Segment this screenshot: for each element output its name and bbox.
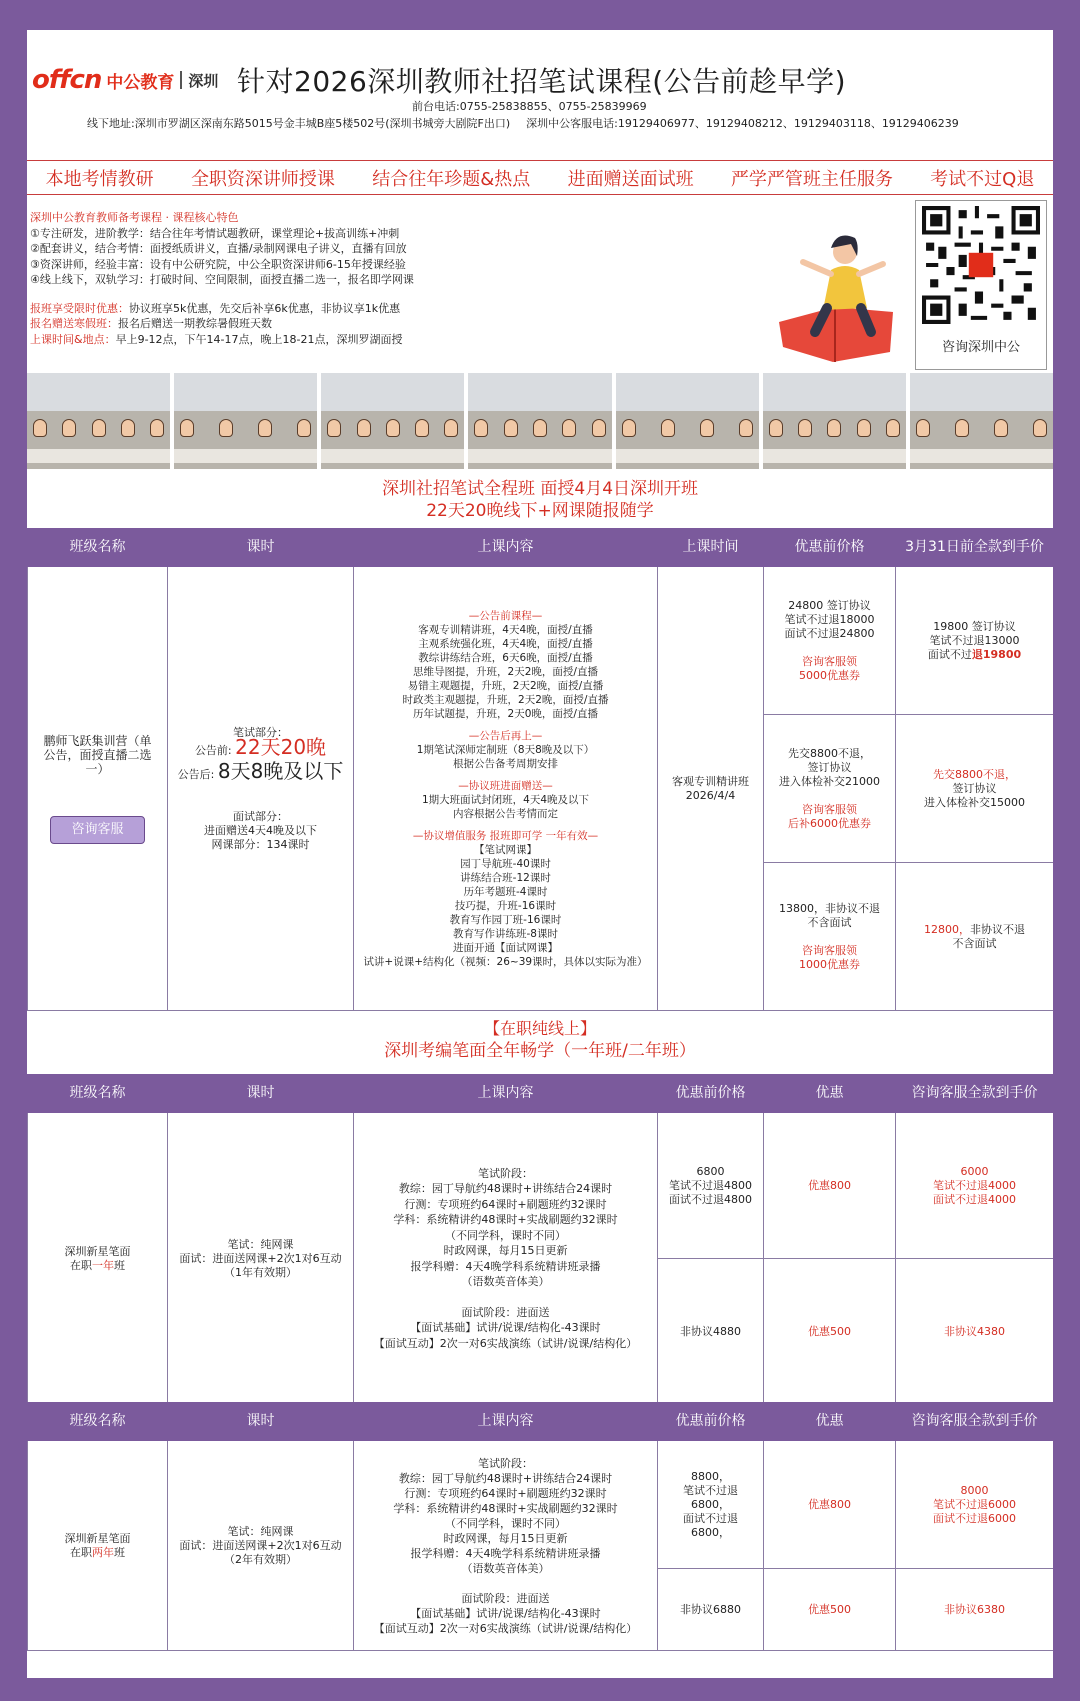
features-heading: 深圳中公教育教师备考课程 · 课程核心特色 xyxy=(30,211,239,224)
bottom-border xyxy=(0,1678,1026,1701)
final-price-cell: 先交8800不退， 签订协议 进入体检补交15000 xyxy=(896,715,1054,863)
hours-cell: 笔试：纯网课 面试：进面送网课+2次1对6互动 （2年有效期） xyxy=(168,1441,354,1651)
feature-point: ①专注研发，进阶教学：结合往年考情试题教研，课堂理论+拔高训练+冲刺 xyxy=(30,226,400,240)
address-line: 线下地址:深圳市罗湖区深南东路5015号金丰城B座5楼502号(深圳书城旁大剧院F出口) 深圳中公客服电话:19129406977、19129408212、19129403118、19129406239 xyxy=(87,117,959,130)
class-name-cell: 深圳新星笔面 在职两年班 xyxy=(28,1441,168,1651)
classroom-photo xyxy=(321,373,464,469)
banner-online: 【在职纯线上】 深圳考编笔面全年畅学（一年班/二年班） xyxy=(384,1019,696,1061)
top-border xyxy=(0,0,1026,30)
final-price-cell: 6000 笔试不过退4000 面试不过退4000 xyxy=(896,1113,1054,1259)
poster-header xyxy=(27,30,1053,158)
price-cell: 24800 签订协议 笔试不过退18000 面试不过退24800 咨询客服领 5000优惠券 xyxy=(764,567,896,715)
qr-caption: 咨询深圳中公 xyxy=(941,340,1020,355)
classroom-photo xyxy=(616,373,759,469)
feature-bar xyxy=(27,160,1053,195)
content-cell: 笔试阶段： 教综：园丁导航约48课时+讲练结合24课时 行测：专项班约64课时+刷题班约32课时 学科：系统精讲约48课时+实战刷题约32课时 （不同学科，课时不同） 时政网课，每月15日更新 报学科赠：4天4晚学科系统精讲班录播 （语数英音体美） 面试阶段：进面送 【面试基础】试讲/说课/结构化-43课时 【面试互动】2次一对6实战演练（试讲/说课/结构化） xyxy=(354,1441,658,1651)
class-name-cell: 鹏师飞跃集训营（单公告，面授直播二选一） 咨询客服 xyxy=(28,567,168,1011)
discount-cell: 优惠800 xyxy=(764,1113,896,1259)
feature-point: ②配套讲义，结合考情：面授纸质讲义，直播/录制网课电子讲义，直播有回放 xyxy=(30,242,407,255)
classroom-photos xyxy=(27,373,1053,469)
price-cell: 8800， 笔试不过退 6800， 面试不过退 6800， xyxy=(658,1441,764,1569)
course-table-1: 班级名称 课时 上课内容 上课时间 优惠前价格 3月31日前全款到手价 鹏师飞跃集训营（单公告，面授直播二选一） 咨询客服 笔试部分： 公告前: 22天20晚 公告后: 8天8晚及以下 面试部分： 进面赠送4天4晚及以下 网课部分：134课时 —公告前课程— 客观专训精讲班，4天4晚，面授/直播 主观系统强化班，4天4晚，面授/直播 教综讲练结合班，6天6晚，面授/直播 思维导图提，升班，2天2晚，面授/直播 易错主观题提，升班，2天2晚，面授/直播 时政类主观题提，升班，2天2晚，面授/直播 历年试题提，升班，2天0晚，面授/直播 —公告后再上— 1期笔试深师定制班（8天8晚及以下） 根据公告备考周期安排 —协议班进面赠送— 1期大班面试封闭班，4天4晚及以下 内容根据公告考情而定 —协议增值服务 报班即可学 一年有效— 【笔试网课】 园丁导航班-40课时 讲练结合班-12课时 历年考题班-4课时 技巧提，升班-16课时 教育写作园丁班-16课时 教育写作讲练班-8课时 进面开通【面试网课】 试讲+说课+结构化（视频：26~39课时，具体以实际为准） 客观专训精讲班 2026/4/4 24800 签订协议 笔试不过退18000 面试不过退24800 咨询客服领 5000优惠券 19800 签订协议 笔试不过退13000 面试不过退19800 先交8800不退， 签订协议 进入体检补交21000 咨询客服领 后补6000优惠券 先交8800不退， 签订协议 进入体检补交15000 13800，非协议不退 不含面试 咨询客服领 1000优惠券 12800，非协议不退 不含面试 xyxy=(27,528,1053,1011)
classroom-photo xyxy=(174,373,317,469)
discount-cell: 优惠500 xyxy=(764,1259,896,1405)
content-cell: —公告前课程— 客观专训精讲班，4天4晚，面授/直播 主观系统强化班，4天4晚，面授/直播 教综讲练结合班，6天6晚，面授/直播 思维导图提，升班，2天2晚，面授/直播 易错主观题提，升班，2天2晚，面授/直播 时政类主观题提，升班，2天2晚，面授/直播 历年试题提，升班，2天0晚，面授/直播 —公告后再上— 1期笔试深师定制班（8天8晚及以下） 根据公告备考周期安排 —协议班进面赠送— 1期大班面试封闭班，4天4晚及以下 内容根据公告考情而定 —协议增值服务 报班即可学 一年有效— 【笔试网课】 园丁导航班-40课时 讲练结合班-12课时 历年考题班-4课时 技巧提，升班-16课时 教育写作园丁班-16课时 教育写作讲练班-8课时 进面开通【面试网课】 试讲+说课+结构化（视频：26~39课时，具体以实际为准） xyxy=(354,567,658,1011)
time-cell: 客观专训精讲班 2026/4/4 xyxy=(658,567,764,1011)
final-price-cell: 12800，非协议不退 不含面试 xyxy=(896,863,1054,1011)
final-price-cell: 非协议4380 xyxy=(896,1259,1054,1405)
final-price-cell: 19800 签订协议 笔试不过退13000 面试不过退19800 xyxy=(896,567,1054,715)
feature-item: 本地考情教研 xyxy=(45,168,154,190)
price-cell: 13800，非协议不退 不含面试 咨询客服领 1000优惠券 xyxy=(764,863,896,1011)
hours-cell: 笔试部分： 公告前: 22天20晚 公告后: 8天8晚及以下 面试部分： 进面赠送4天4晚及以下 网课部分：134课时 xyxy=(168,567,354,1011)
course-features xyxy=(30,210,750,347)
page-title: 针对2026深圳教师社招笔试课程(公告前趁早学) xyxy=(237,65,847,98)
course-poster xyxy=(27,30,1053,1678)
price-cell: 非协议4880 xyxy=(658,1259,764,1405)
price-cell: 非协议6880 xyxy=(658,1569,764,1651)
class-name-cell: 深圳新星笔面 在职一年班 xyxy=(28,1113,168,1405)
phone-line: 前台电话:0755-25838855、0755-25839969 xyxy=(412,100,647,113)
final-price-cell: 非协议6380 xyxy=(896,1569,1054,1651)
qr-code-icon xyxy=(922,206,1040,324)
time-line: 上课时间&地点：早上9-12点，下午14-17点，晚上18-21点，深圳罗湖面授 xyxy=(30,332,403,346)
classroom-photo xyxy=(910,373,1053,469)
discount-cell: 优惠500 xyxy=(764,1569,896,1651)
course-table-3: 班级名称 课时 上课内容 优惠前价格 优惠 咨询客服全款到手价 深圳新星笔面 在职两年班 笔试：纯网课 面试：进面送网课+2次1对6互动 （2年有效期） 笔试阶段： 教综：园丁导航约48课时+讲练结合24课时 行测：专项班约64课时+刷题班约32课时 学科：系统精讲约48课时+实战刷题约32课时 （不同学科，课时不同） 时政网课，每月15日更新 报学科赠：4天4晚学科系统精讲班录播 （语数英音体美） 面试阶段：进面送 【面试基础】试讲/说课/结构化-43课时 【面试互动】2次一对6实战演练（试讲/说课/结构化） 8800， 笔试不过退 6800， 面试不过退 6800， 优惠800 8000 笔试不过退6000 面试不过退6000 非协议6880 优惠500 非协议6380 xyxy=(27,1402,1053,1651)
gift-line: 报名赠送寒假班：报名后赠送一期教综暑假班天数 xyxy=(30,317,272,330)
consult-button[interactable]: 咨询客服 xyxy=(50,816,145,844)
feature-point: ③资深讲师，经验丰富：设有中公研究院，中公全职资深讲师6-15年授课经验 xyxy=(30,257,406,271)
feature-item: 严学严管班主任服务 xyxy=(730,168,893,190)
offcn-logo: offcn 中公教育 深圳 xyxy=(32,65,219,95)
discount-cell: 优惠800 xyxy=(764,1441,896,1569)
offer-line: 报班享受限时优惠：协议班享5k优惠，先交后补享6k优惠，非协议享1k优惠 xyxy=(30,301,401,315)
feature-item: 结合往年珍题&热点 xyxy=(372,168,531,190)
banner-fullcourse: 深圳社招笔试全程班 面授4月4日深圳开班 22天20晚线下+网课随报随学 xyxy=(381,479,699,521)
qr-code-panel xyxy=(915,200,1047,370)
content-cell: 笔试阶段： 教综：园丁导航约48课时+讲练结合24课时 行测：专项班约64课时+刷题班约32课时 学科：系统精讲约48课时+实战刷题约32课时 （不同学科，课时不同） 时政网课，每月15日更新 报学科赠：4天4晚学科系统精讲班录播 （语数英音体美） 面试阶段：进面送 【面试基础】试讲/说课/结构化-43课时 【面试互动】2次一对6实战演练（试讲/说课/结构化） xyxy=(354,1113,658,1405)
classroom-photo xyxy=(27,373,170,469)
classroom-photo xyxy=(763,373,906,469)
feature-item: 进面赠送面试班 xyxy=(567,168,694,190)
feature-item: 考试不过Q退 xyxy=(930,168,1035,190)
price-cell: 先交8800不退， 签订协议 进入体检补交21000 咨询客服领 后补6000优惠券 xyxy=(764,715,896,863)
hours-cell: 笔试：纯网课 面试：进面送网课+2次1对6互动 （1年有效期） xyxy=(168,1113,354,1405)
final-price-cell: 8000 笔试不过退6000 面试不过退6000 xyxy=(896,1441,1054,1569)
feature-item: 全职资深讲师授课 xyxy=(190,168,335,190)
price-cell: 6800 笔试不过退4800 面试不过退4800 xyxy=(658,1113,764,1259)
reading-girl-illustration xyxy=(775,212,895,367)
feature-point: ④线上线下，双轨学习：打破时间、空间限制，面授直播二选一，报名即学网课 xyxy=(30,273,414,286)
course-table-2: 班级名称 课时 上课内容 优惠前价格 优惠 咨询客服全款到手价 深圳新星笔面 在职一年班 笔试：纯网课 面试：进面送网课+2次1对6互动 （1年有效期） 笔试阶段： 教综：园丁导航约48课时+讲练结合24课时 行测：专项班约64课时+刷题班约32课时 学科：系统精讲约48课时+实战刷题约32课时 （不同学科，课时不同） 时政网课，每月15日更新 报学科赠：4天4晚学科系统精讲班录播 （语数英音体美） 面试阶段：进面送 【面试基础】试讲/说课/结构化-43课时 【面试互动】2次一对6实战演练（试讲/说课/结构化） 6800 笔试不过退4800 面试不过退4800 优惠800 6000 笔试不过退4000 面试不过退4000 非协议4880 优惠500 非协议4380 xyxy=(27,1074,1053,1405)
classroom-photo xyxy=(468,373,611,469)
